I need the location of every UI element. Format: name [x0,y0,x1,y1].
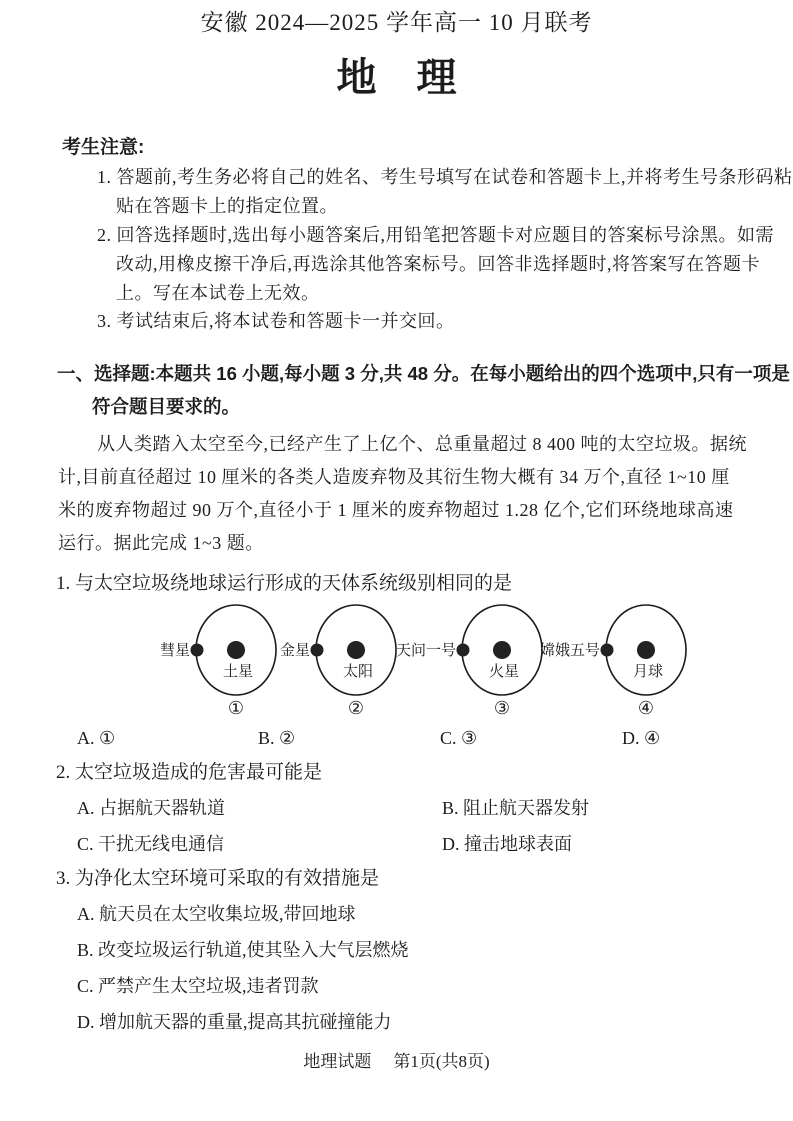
q1-option-a: A. ① [77,728,116,748]
center-body-dot [347,641,365,659]
center-body-dot [493,641,511,659]
q3-option-a: A. 航天员在太空收集垃圾,带回地球 [77,904,356,924]
diagram-number: ④ [637,698,655,718]
center-body-label: 月球 [632,664,664,680]
q1-option-c: C. ③ [440,728,478,748]
q1-option-d: D. ④ [622,728,661,748]
orbiter-dot [311,644,324,657]
center-body-label: 火星 [488,664,520,680]
center-body-label: 土星 [222,664,254,680]
notice-label: 考生注意: [62,137,145,158]
notice-line: 上。写在本试卷上无效。 [116,283,320,303]
question-3-stem: 3. 为净化太空环境可采取的有效措施是 [56,868,380,889]
diagram-number: ② [347,698,365,718]
orbiter-label: 彗星 [159,643,190,659]
notice-line: 1. 答题前,考生务必将自己的姓名、考生号填写在试卷和答题卡上,并将考生号条形码粘 [97,167,793,187]
orbiter-dot [191,644,204,657]
orbiter-dot [457,644,470,657]
center-body-dot [227,641,245,659]
q1-option-b: B. ② [258,728,296,748]
orbiter-label: 天问一号 [395,643,456,659]
center-body-dot [637,641,655,659]
question-2-stem: 2. 太空垃圾造成的危害最可能是 [56,762,323,783]
section-heading: 一、选择题:本题共 16 小题,每小题 3 分,共 48 分。在每小题给出的四个选项中,只有一项是 [57,363,790,384]
q2-option-a: A. 占据航天器轨道 [77,798,225,818]
q2-option-d: D. 撞击地球表面 [442,834,572,854]
passage-line: 米的废弃物超过 90 万个,直径小于 1 厘米的废弃物超过 1.28 亿个,它们环绕地球高速 [58,500,734,520]
orbiter-dot [601,644,614,657]
page-footer [0,1052,793,1072]
q2-option-c: C. 干扰无线电通信 [77,834,225,854]
passage-line: 计,目前直径超过 10 厘米的各类人造废弃物及其衍生物大概有 34 万个,直径 1~10 厘 [58,467,730,487]
orbiter-label: 嫦娥五号 [539,643,600,659]
passage-line: 运行。据此完成 1~3 题。 [58,533,264,553]
diagram-number: ① [227,698,245,718]
notice-line: 改动,用橡皮擦干净后,再选涂其他答案标号。回答非选择题时,将答案写在答题卡 [116,254,760,274]
exam-title: 地 理 [336,56,457,100]
notice-line: 3. 考试结束后,将本试卷和答题卡一并交回。 [97,311,455,331]
q3-option-d: D. 增加航天器的重量,提高其抗碰撞能力 [77,1012,392,1032]
diagram-number: ③ [493,698,511,718]
q2-option-b: B. 阻止航天器发射 [442,798,590,818]
q3-option-c: C. 严禁产生太空垃圾,违者罚款 [77,976,319,996]
center-body-label: 太阳 [342,664,374,680]
orbit-diagrams-figure [0,596,793,724]
notice-line: 2. 回答选择题时,选出每小题答案后,用铅笔把答题卡对应题目的答案标号涂黑。如需 [97,225,774,245]
footer-doc-title: 地理试题 [303,1052,372,1071]
notice-line: 贴在答题卡上的指定位置。 [116,196,338,216]
q3-option-b: B. 改变垃圾运行轨道,使其坠入大气层燃烧 [77,940,409,960]
exam-header: 安徽 2024—2025 学年高一 10 月联考 [200,10,593,35]
passage-line: 从人类踏入太空至今,已经产生了上亿个、总重量超过 8 400 吨的太空垃圾。据统 [97,434,747,454]
orbiter-label: 金星 [279,643,310,659]
section-heading-continued: 符合题目要求的。 [92,396,241,417]
footer-page-number: 第1页(共8页) [393,1052,490,1071]
question-1-stem: 1. 与太空垃圾绕地球运行形成的天体系统级别相同的是 [56,573,513,594]
